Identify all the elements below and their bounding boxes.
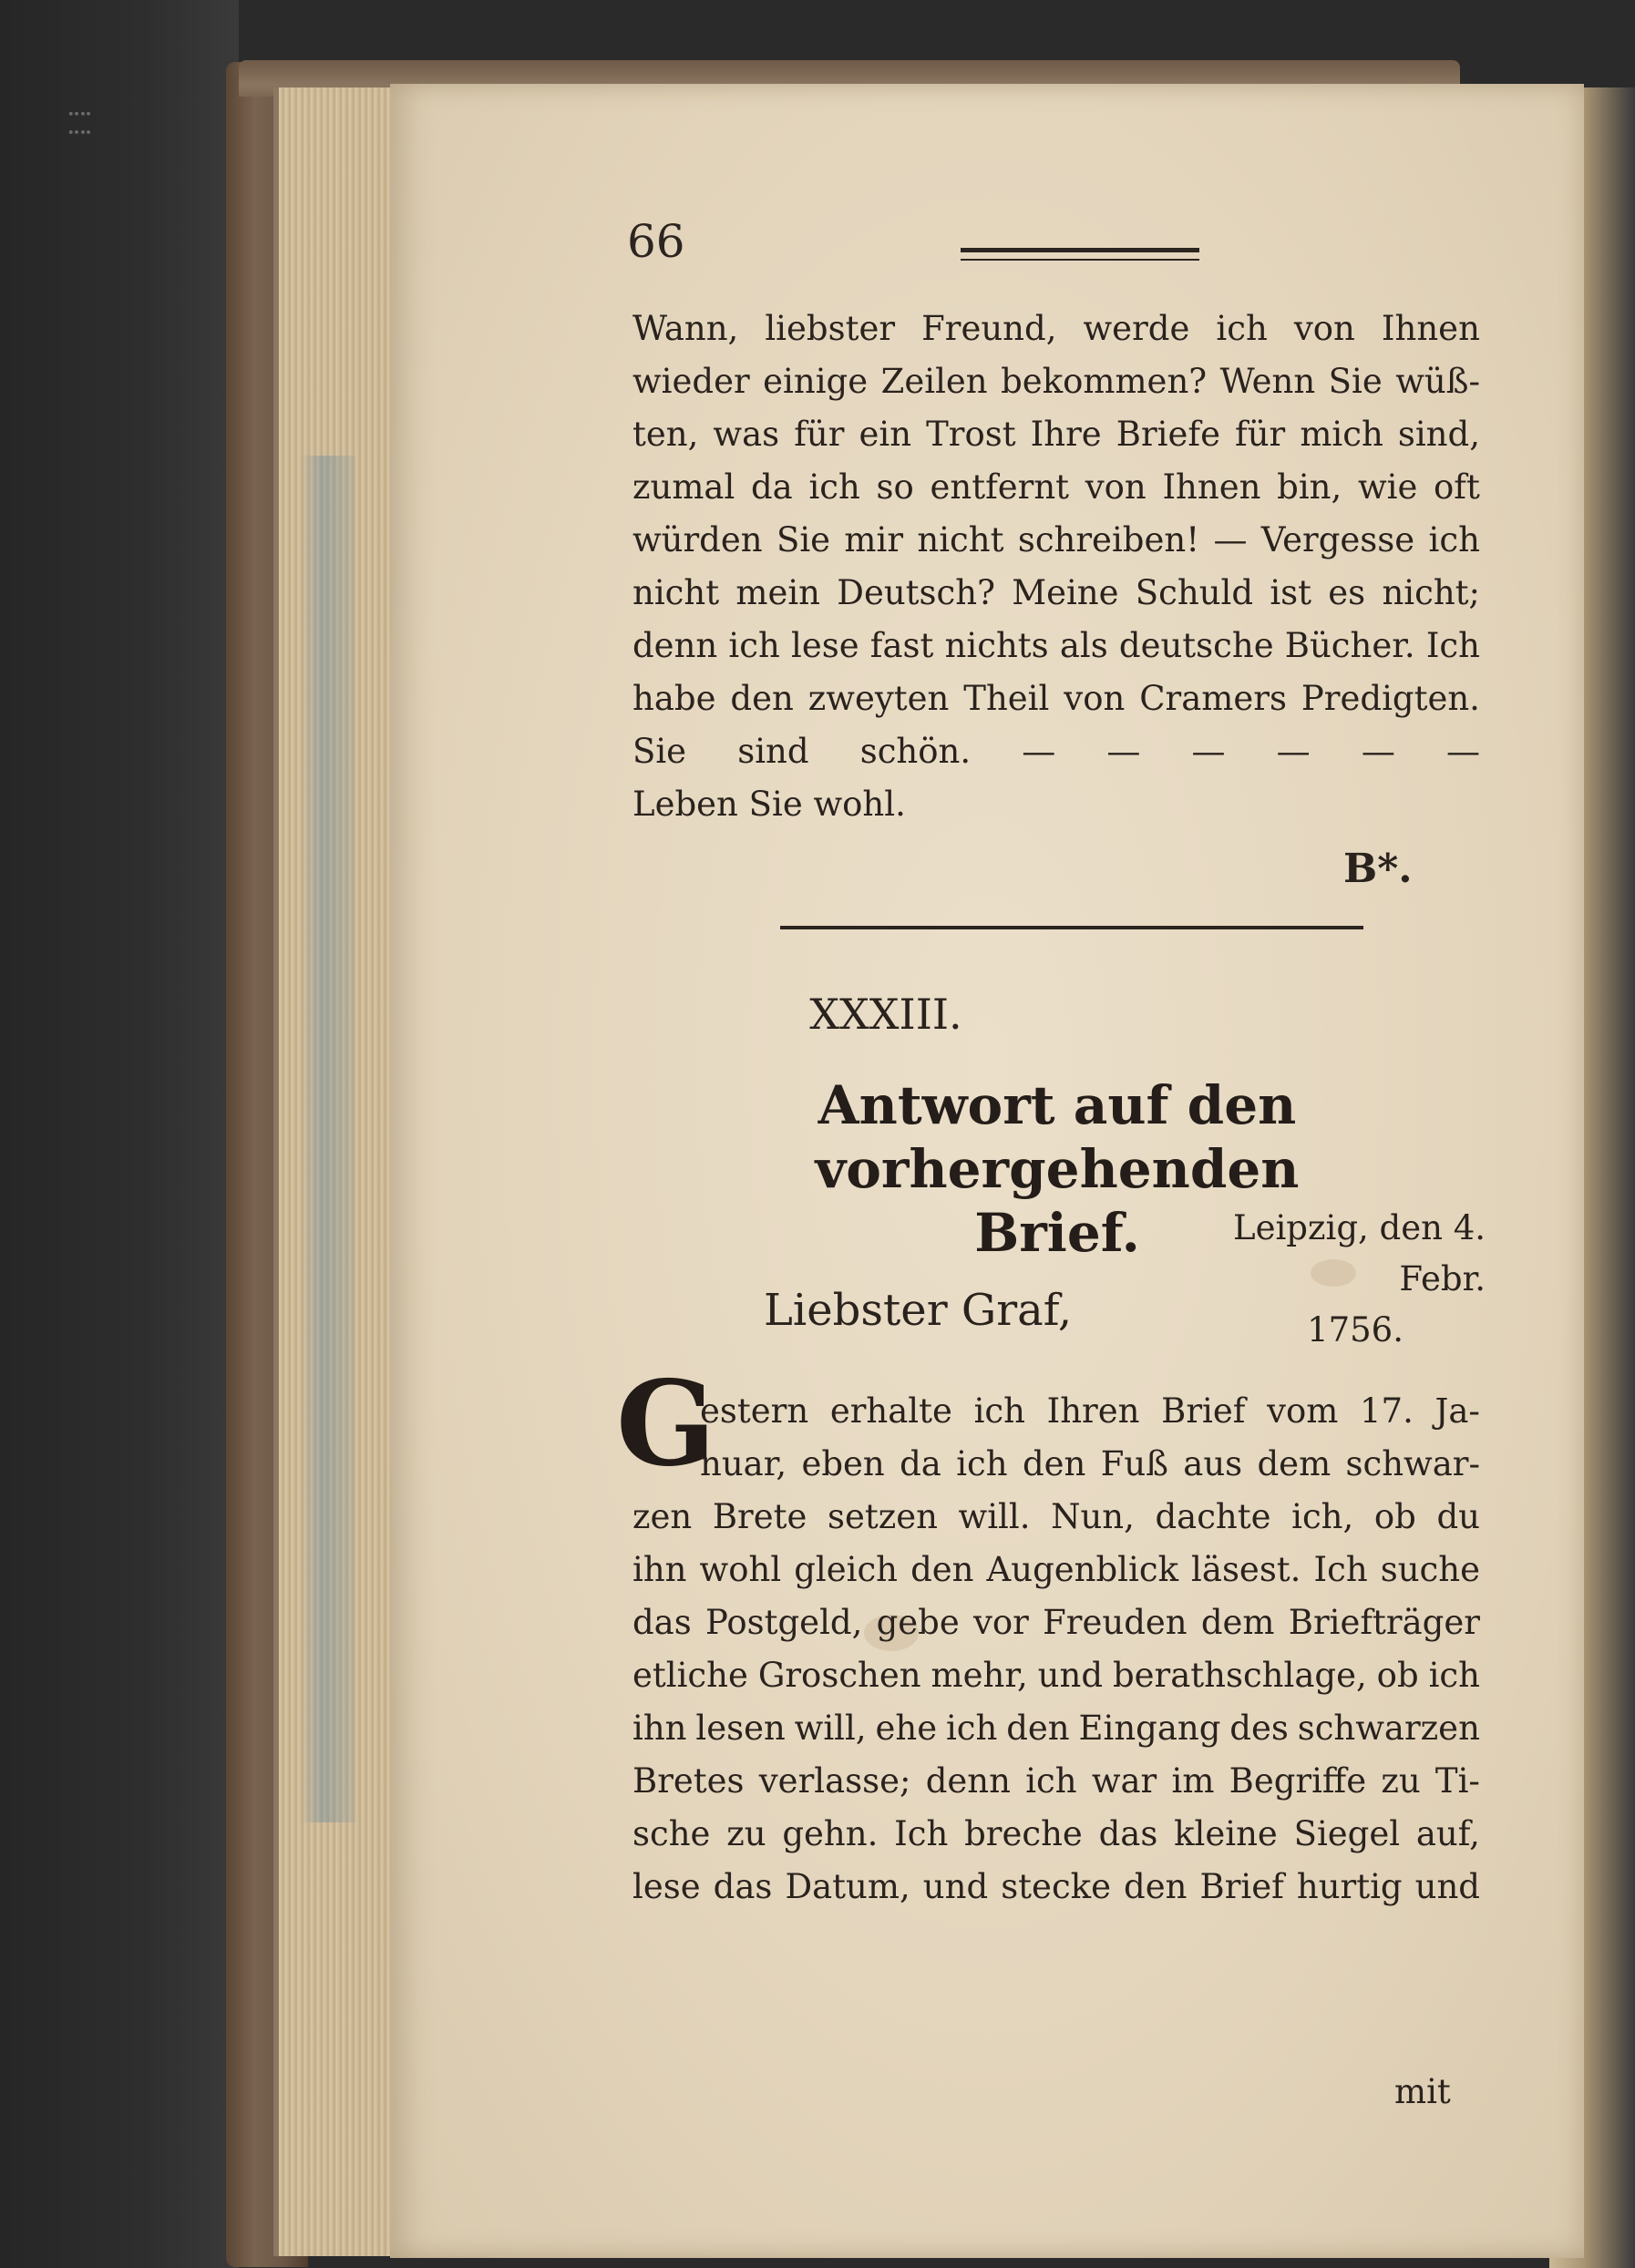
text-line xyxy=(700,1438,1480,1491)
word: will, xyxy=(794,1709,867,1748)
word: — xyxy=(1106,732,1141,771)
word: ihn xyxy=(632,1550,687,1589)
word: Predigten. xyxy=(1301,679,1480,718)
scanner-background xyxy=(0,0,239,2268)
word: lesen xyxy=(695,1709,786,1748)
section-number: XXXIII. xyxy=(809,990,962,1039)
word: Ihnen xyxy=(1381,309,1480,348)
word: ich xyxy=(808,467,860,507)
word: im xyxy=(1171,1761,1215,1801)
word: kleine xyxy=(1174,1814,1278,1853)
word: den xyxy=(730,679,794,718)
text-line xyxy=(632,1861,1480,1914)
word: dachte xyxy=(1155,1497,1271,1536)
word: — xyxy=(1361,732,1395,771)
word: Brete xyxy=(712,1497,807,1536)
word: — xyxy=(1445,732,1480,771)
word: Siegel xyxy=(1293,1814,1401,1853)
word: ist xyxy=(1270,573,1312,612)
word: estern xyxy=(700,1391,809,1431)
word: das xyxy=(632,1603,692,1642)
dateline-year: 1756. xyxy=(1307,1310,1404,1350)
word: nicht xyxy=(632,573,720,612)
word: Ihren xyxy=(1046,1391,1140,1431)
word: fast xyxy=(869,626,934,665)
word: einige xyxy=(763,362,869,401)
text-line xyxy=(632,303,1480,355)
word: Ich xyxy=(894,1814,949,1853)
letter-body-indented xyxy=(700,1385,1480,1491)
word: ich xyxy=(956,1444,1008,1483)
text-line xyxy=(632,1755,1480,1808)
word: Deutsch? xyxy=(837,573,995,612)
word: berathschlage, xyxy=(1112,1656,1367,1695)
word: sind xyxy=(737,732,809,771)
text-line xyxy=(632,355,1480,408)
word: auf, xyxy=(1415,1814,1480,1853)
word: zumal xyxy=(632,467,735,507)
text-line xyxy=(632,1808,1480,1861)
word: mir xyxy=(844,520,904,559)
word: das xyxy=(1098,1814,1158,1853)
word: entfernt xyxy=(930,467,1070,507)
word: ich xyxy=(945,1709,998,1748)
salutation: Liebster Graf, xyxy=(764,1285,1073,1336)
word: Sie xyxy=(776,520,831,559)
text-line xyxy=(632,1544,1480,1596)
word: Ihre xyxy=(1030,415,1102,454)
word: wohl xyxy=(699,1550,782,1589)
word: Brief xyxy=(1161,1391,1246,1431)
word: ihn xyxy=(632,1709,687,1748)
word: Briefe xyxy=(1116,415,1220,454)
text-line xyxy=(632,567,1480,620)
word: zu xyxy=(726,1814,766,1853)
word: gehn. xyxy=(782,1814,879,1853)
word: lese xyxy=(790,626,859,665)
word: Postgeld, xyxy=(704,1603,863,1642)
word: vom xyxy=(1267,1391,1339,1431)
word: den xyxy=(1022,1444,1086,1483)
word: bin, xyxy=(1277,467,1342,507)
text-line xyxy=(632,408,1480,461)
word: Ja- xyxy=(1434,1391,1480,1431)
word: da xyxy=(900,1444,941,1483)
word: will. xyxy=(958,1497,1031,1536)
word: oft xyxy=(1434,467,1480,507)
word: — xyxy=(1022,732,1056,771)
page-number: 66 xyxy=(627,215,685,268)
word: und xyxy=(922,1867,989,1906)
word: läsest. xyxy=(1191,1550,1301,1589)
word: Groschen xyxy=(757,1656,921,1695)
word: Ich xyxy=(1425,626,1480,665)
word: da xyxy=(751,467,793,507)
word: den xyxy=(1124,1867,1188,1906)
word: Meine xyxy=(1012,573,1119,612)
word: Sie xyxy=(632,732,687,771)
word: Theil xyxy=(963,679,1050,718)
word: schreiben! xyxy=(1017,520,1200,559)
word: — xyxy=(1213,520,1248,559)
word: mich xyxy=(1300,415,1383,454)
dateline-place: Leipzig, den 4. Febr. xyxy=(1233,1208,1486,1298)
word: etliche xyxy=(632,1656,748,1695)
word: den xyxy=(1006,1709,1070,1748)
word: breche xyxy=(964,1814,1083,1853)
word: Ihnen xyxy=(1162,467,1261,507)
word: denn xyxy=(925,1761,1011,1801)
word: wüß- xyxy=(1395,362,1480,401)
word: mehr, xyxy=(931,1656,1028,1695)
letter-signature: B*. xyxy=(1343,846,1413,892)
text-line xyxy=(632,1702,1480,1755)
word: schwar- xyxy=(1345,1444,1480,1483)
word: aus xyxy=(1183,1444,1243,1483)
word: Fuß xyxy=(1100,1444,1168,1483)
word: ein xyxy=(859,415,912,454)
word: stecke xyxy=(1001,1867,1111,1906)
word: Datum, xyxy=(785,1867,910,1906)
word: liebster xyxy=(765,309,896,348)
word: werde xyxy=(1083,309,1190,348)
word: Schuld xyxy=(1135,573,1254,612)
word: Nun, xyxy=(1051,1497,1135,1536)
word: ehe xyxy=(875,1709,938,1748)
word: — xyxy=(1191,732,1226,771)
word: Bretes xyxy=(632,1761,745,1801)
word: Augenblick xyxy=(986,1550,1178,1589)
word: war xyxy=(1091,1761,1157,1801)
word: vor xyxy=(973,1603,1029,1642)
word: was xyxy=(713,415,780,454)
word: — xyxy=(1276,732,1311,771)
word: und xyxy=(1037,1656,1104,1695)
word: schön. xyxy=(859,732,972,771)
word: Freund, xyxy=(921,309,1057,348)
text-line xyxy=(632,1491,1480,1544)
word: Sie xyxy=(1328,362,1383,401)
word: den xyxy=(910,1550,974,1589)
word: 17. xyxy=(1360,1391,1414,1431)
word: Briefträger xyxy=(1288,1603,1480,1642)
word: es xyxy=(1328,573,1366,612)
word: Wann, xyxy=(632,309,739,348)
word: für xyxy=(794,415,845,454)
word: gebe xyxy=(876,1603,960,1642)
word: sind, xyxy=(1397,415,1480,454)
page-edge-stain xyxy=(301,456,355,1822)
text-line xyxy=(632,672,1480,725)
word: das xyxy=(713,1867,773,1906)
word: erhalte xyxy=(829,1391,952,1431)
text-line xyxy=(632,461,1480,514)
section-rule xyxy=(780,926,1363,929)
word: wieder xyxy=(632,362,750,401)
word: zweyten xyxy=(807,679,950,718)
header-rule xyxy=(961,248,1199,252)
word: von xyxy=(1064,679,1126,718)
word: Bücher. xyxy=(1284,626,1415,665)
word: ich xyxy=(973,1391,1025,1431)
word: Eingang xyxy=(1078,1709,1221,1748)
word: so xyxy=(876,467,914,507)
word: ich xyxy=(1216,309,1268,348)
word: eben xyxy=(801,1444,885,1483)
word: ich, xyxy=(1291,1497,1354,1536)
word: und xyxy=(1414,1867,1480,1906)
letter-body xyxy=(632,1491,1480,1914)
word: setzen xyxy=(827,1497,938,1536)
word: nicht xyxy=(917,520,1004,559)
text-line xyxy=(632,620,1480,672)
word: ich xyxy=(1428,520,1480,559)
word: mein xyxy=(735,573,821,612)
word: ob xyxy=(1373,1497,1416,1536)
word: schwarzen xyxy=(1297,1709,1480,1748)
word: suche xyxy=(1380,1550,1480,1589)
text-line xyxy=(632,1649,1480,1702)
dateline xyxy=(1139,1203,1486,1356)
word: des xyxy=(1229,1709,1289,1748)
word: dem xyxy=(1200,1603,1275,1642)
word: hurtig xyxy=(1296,1867,1403,1906)
text-line xyxy=(632,1596,1480,1649)
word: ich xyxy=(728,626,780,665)
word: Trost xyxy=(926,415,1016,454)
header-rule-thin xyxy=(961,259,1199,261)
catchword: mit xyxy=(1394,2072,1451,2111)
word: bekommen? xyxy=(1001,362,1208,401)
word: würden xyxy=(632,520,763,559)
word: nichts xyxy=(944,626,1049,665)
word: Zeilen xyxy=(880,362,988,401)
word: wie xyxy=(1357,467,1418,507)
text-line xyxy=(700,1385,1480,1438)
heading-line: Brief. xyxy=(974,1202,1140,1264)
word: ich xyxy=(1025,1761,1077,1801)
word: gleich xyxy=(794,1550,899,1589)
word: nicht; xyxy=(1382,573,1480,612)
word: von xyxy=(1293,309,1355,348)
word: ob xyxy=(1376,1656,1419,1695)
text-line: Leben Sie wohl. xyxy=(632,785,906,824)
word: Vergesse xyxy=(1260,520,1415,559)
word: Wenn xyxy=(1219,362,1316,401)
word: lese xyxy=(632,1867,701,1906)
word: Freuden xyxy=(1043,1603,1188,1642)
text-line xyxy=(632,514,1480,567)
word: du xyxy=(1436,1497,1480,1536)
word: von xyxy=(1085,467,1147,507)
word: deutsche xyxy=(1118,626,1274,665)
heading-line: Antwort auf den vorhergehenden xyxy=(815,1074,1300,1200)
word: Brief xyxy=(1199,1867,1284,1906)
word: Begriffe xyxy=(1229,1761,1367,1801)
top-paragraph xyxy=(632,303,1480,831)
word: Ich xyxy=(1313,1550,1368,1589)
word: habe xyxy=(632,679,716,718)
word: zen xyxy=(632,1497,693,1536)
word: verlasse; xyxy=(758,1761,911,1801)
word: zu xyxy=(1381,1761,1421,1801)
text-line xyxy=(632,725,1480,778)
word: sche xyxy=(632,1814,711,1853)
word: Ti- xyxy=(1434,1761,1480,1801)
word: ich xyxy=(1428,1656,1480,1695)
word: dem xyxy=(1257,1444,1332,1483)
word: Cramers xyxy=(1139,679,1287,718)
word: ten, xyxy=(632,415,699,454)
scan-margin-mark: ⁞ ⁞ xyxy=(61,109,98,137)
word: als xyxy=(1059,626,1108,665)
drop-cap: G xyxy=(616,1356,716,1493)
word: nuar, xyxy=(700,1444,787,1483)
word: denn xyxy=(632,626,718,665)
word: für xyxy=(1235,415,1286,454)
